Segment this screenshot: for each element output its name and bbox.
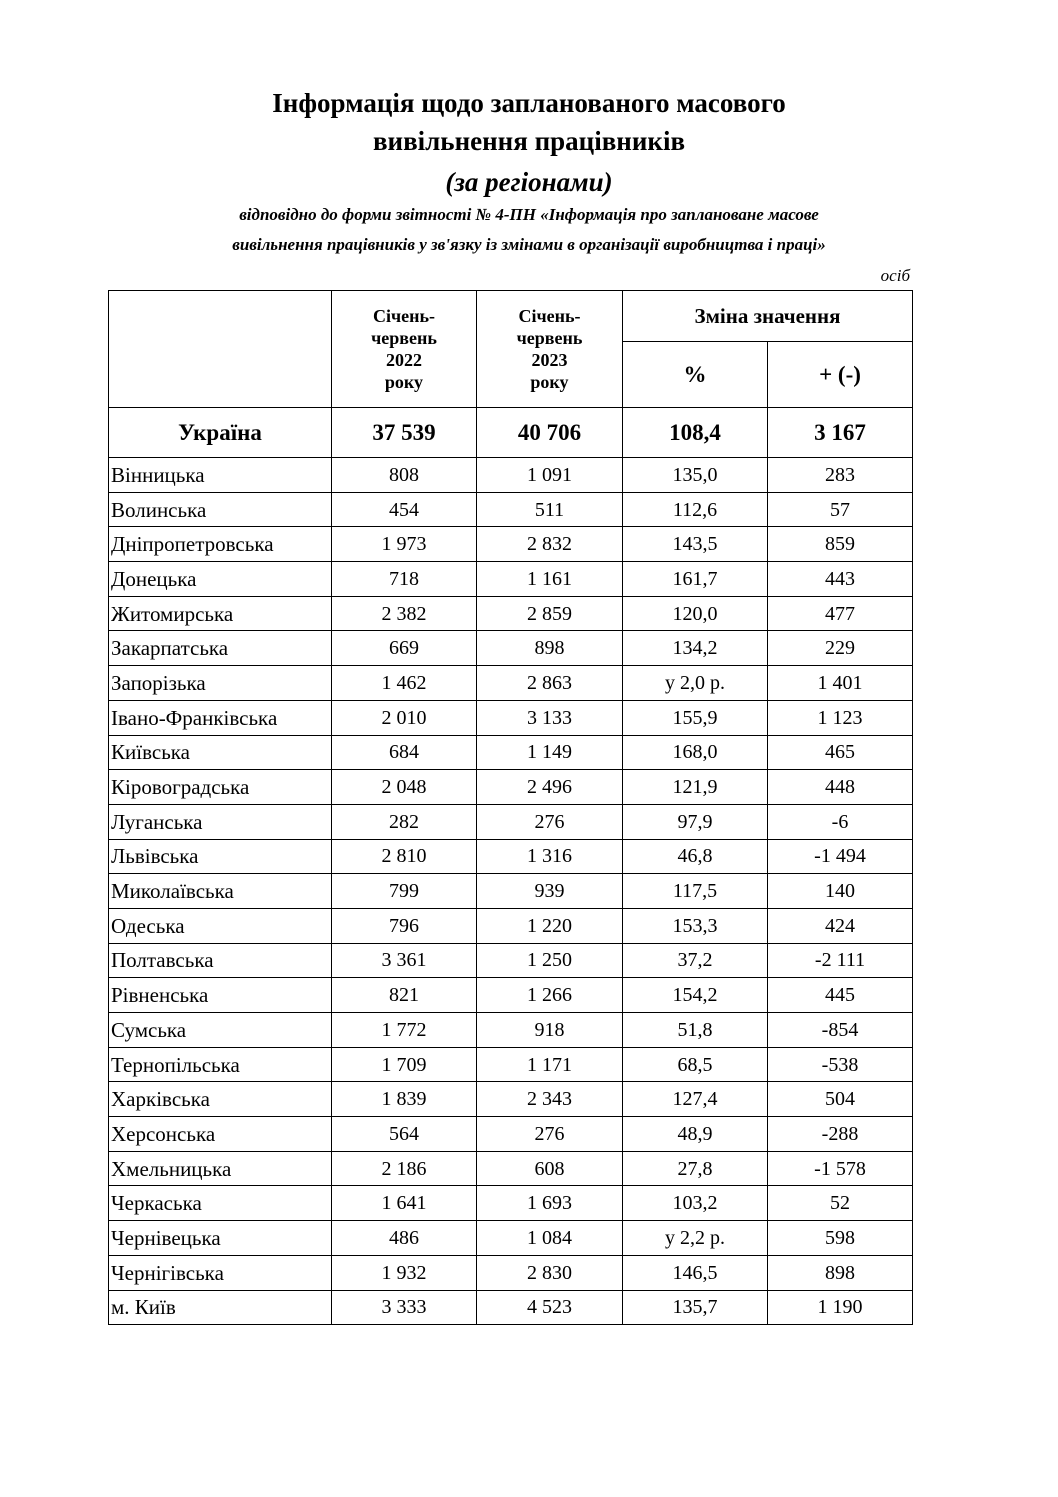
percent-cell: у 2,0 р. <box>623 666 768 701</box>
region-cell: Вінницька <box>109 458 332 493</box>
header-2023-line: червень <box>516 328 583 348</box>
region-cell: Сумська <box>109 1013 332 1048</box>
value-2022-cell: 1 709 <box>332 1047 477 1082</box>
table-row <box>109 527 913 562</box>
table-row <box>109 839 913 874</box>
value-2023-cell: 2 343 <box>477 1082 623 1117</box>
table-row <box>109 492 913 527</box>
table-row <box>109 1255 913 1290</box>
percent-cell: 153,3 <box>623 908 768 943</box>
table-row <box>109 562 913 597</box>
value-2023-cell: 1 171 <box>477 1047 623 1082</box>
percent-cell: 168,0 <box>623 735 768 770</box>
region-cell: Миколаївська <box>109 874 332 909</box>
percent-cell: 103,2 <box>623 1186 768 1221</box>
table-row <box>109 804 913 839</box>
diff-cell: 477 <box>768 596 913 631</box>
percent-cell: 155,9 <box>623 700 768 735</box>
table-row <box>109 978 913 1013</box>
percent-cell: 51,8 <box>623 1013 768 1048</box>
diff-cell: -1 578 <box>768 1151 913 1186</box>
total-percent: 108,4 <box>623 408 768 458</box>
table-row <box>109 596 913 631</box>
page-subtitle: (за регіонами) <box>445 167 613 197</box>
value-2023-cell: 2 830 <box>477 1255 623 1290</box>
value-2023-cell: 2 863 <box>477 666 623 701</box>
value-2023-cell: 1 091 <box>477 458 623 493</box>
value-2022-cell: 2 186 <box>332 1151 477 1186</box>
percent-cell: 143,5 <box>623 527 768 562</box>
region-cell: Чернівецька <box>109 1221 332 1256</box>
percent-cell: 154,2 <box>623 978 768 1013</box>
header-2022-line: Січень- <box>372 306 436 326</box>
value-2022-cell: 2 382 <box>332 596 477 631</box>
region-cell: м. Київ <box>109 1290 332 1325</box>
region-cell: Закарпатська <box>109 631 332 666</box>
region-cell: Чернігівська <box>109 1255 332 1290</box>
region-cell: Донецька <box>109 562 332 597</box>
diff-cell: 443 <box>768 562 913 597</box>
note-line: вивільнення працівників у зв'язку із змінами в організації виробництва і праці» <box>232 235 826 254</box>
percent-cell: 146,5 <box>623 1255 768 1290</box>
header-2022-line: 2022 <box>386 350 422 370</box>
percent-cell: 112,6 <box>623 492 768 527</box>
region-cell: Кіровоградська <box>109 770 332 805</box>
value-2022-cell: 3 361 <box>332 943 477 978</box>
total-2023: 40 706 <box>477 408 623 458</box>
value-2023-cell: 1 266 <box>477 978 623 1013</box>
value-2022-cell: 282 <box>332 804 477 839</box>
value-2022-cell: 1 772 <box>332 1013 477 1048</box>
header-percent: % <box>623 342 768 408</box>
table-row <box>109 735 913 770</box>
header-2023-line: Січень- <box>518 306 581 326</box>
note-line: відповідно до форми звітності № 4-ПН «Інформація про заплановане масове <box>239 205 819 224</box>
diff-cell: 448 <box>768 770 913 805</box>
percent-cell: 48,9 <box>623 1117 768 1152</box>
value-2022-cell: 808 <box>332 458 477 493</box>
table-row <box>109 1290 913 1325</box>
diff-cell: 504 <box>768 1082 913 1117</box>
table-row <box>109 666 913 701</box>
value-2023-cell: 1 250 <box>477 943 623 978</box>
value-2022-cell: 2 010 <box>332 700 477 735</box>
value-2023-cell: 1 220 <box>477 908 623 943</box>
table-row <box>109 1117 913 1152</box>
region-cell: Київська <box>109 735 332 770</box>
value-2023-cell: 511 <box>477 492 623 527</box>
value-2023-cell: 276 <box>477 804 623 839</box>
diff-cell: 465 <box>768 735 913 770</box>
region-cell: Запорізька <box>109 666 332 701</box>
value-2022-cell: 821 <box>332 978 477 1013</box>
table-row <box>109 1221 913 1256</box>
percent-cell: у 2,2 р. <box>623 1221 768 1256</box>
diff-cell: 140 <box>768 874 913 909</box>
value-2023-cell: 4 523 <box>477 1290 623 1325</box>
diff-cell: 1 190 <box>768 1290 913 1325</box>
value-2022-cell: 1 973 <box>332 527 477 562</box>
percent-cell: 37,2 <box>623 943 768 978</box>
value-2022-cell: 684 <box>332 735 477 770</box>
value-2022-cell: 564 <box>332 1117 477 1152</box>
value-2022-cell: 1 839 <box>332 1082 477 1117</box>
diff-cell: -854 <box>768 1013 913 1048</box>
value-2023-cell: 1 693 <box>477 1186 623 1221</box>
table-row <box>109 908 913 943</box>
header-2022-line: року <box>384 372 424 392</box>
title-line: вивільнення працівників <box>372 126 686 156</box>
diff-cell: -2 111 <box>768 943 913 978</box>
total-region: Україна <box>109 408 332 458</box>
table-row <box>109 1047 913 1082</box>
region-cell: Тернопільська <box>109 1047 332 1082</box>
header-region-cell <box>109 291 332 408</box>
percent-cell: 121,9 <box>623 770 768 805</box>
region-cell: Харківська <box>109 1082 332 1117</box>
value-2022-cell: 1 641 <box>332 1186 477 1221</box>
header-row <box>109 291 913 342</box>
value-2023-cell: 2 832 <box>477 527 623 562</box>
value-2023-cell: 2 496 <box>477 770 623 805</box>
percent-cell: 120,0 <box>623 596 768 631</box>
title-line: Інформація щодо запланованого масового <box>272 88 786 118</box>
value-2022-cell: 2 810 <box>332 839 477 874</box>
value-2022-cell: 486 <box>332 1221 477 1256</box>
percent-cell: 134,2 <box>623 631 768 666</box>
diff-cell: 598 <box>768 1221 913 1256</box>
diff-cell: 898 <box>768 1255 913 1290</box>
value-2022-cell: 3 333 <box>332 1290 477 1325</box>
value-2022-cell: 1 932 <box>332 1255 477 1290</box>
diff-cell: 445 <box>768 978 913 1013</box>
value-2022-cell: 2 048 <box>332 770 477 805</box>
diff-cell: 229 <box>768 631 913 666</box>
region-cell: Рівненська <box>109 978 332 1013</box>
percent-cell: 117,5 <box>623 874 768 909</box>
region-cell: Полтавська <box>109 943 332 978</box>
value-2023-cell: 898 <box>477 631 623 666</box>
value-2022-cell: 669 <box>332 631 477 666</box>
percent-cell: 46,8 <box>623 839 768 874</box>
table-row <box>109 700 913 735</box>
value-2022-cell: 718 <box>332 562 477 597</box>
header-diff: + (-) <box>768 342 913 408</box>
value-2022-cell: 1 462 <box>332 666 477 701</box>
table-row <box>109 1186 913 1221</box>
value-2023-cell: 1 084 <box>477 1221 623 1256</box>
percent-cell: 68,5 <box>623 1047 768 1082</box>
region-cell: Львівська <box>109 839 332 874</box>
region-cell: Волинська <box>109 492 332 527</box>
total-diff: 3 167 <box>768 408 913 458</box>
region-cell: Дніпропетровська <box>109 527 332 562</box>
diff-cell: -6 <box>768 804 913 839</box>
table-row <box>109 458 913 493</box>
percent-cell: 97,9 <box>623 804 768 839</box>
diff-cell: 57 <box>768 492 913 527</box>
region-cell: Херсонська <box>109 1117 332 1152</box>
value-2023-cell: 939 <box>477 874 623 909</box>
value-2023-cell: 276 <box>477 1117 623 1152</box>
table-row <box>109 874 913 909</box>
report-form-note <box>0 200 1058 260</box>
diff-cell: 283 <box>768 458 913 493</box>
table-row <box>109 943 913 978</box>
percent-cell: 161,7 <box>623 562 768 597</box>
unit-label: осіб <box>880 266 910 285</box>
table-row <box>109 1151 913 1186</box>
value-2023-cell: 2 859 <box>477 596 623 631</box>
region-cell: Хмельницька <box>109 1151 332 1186</box>
value-2022-cell: 796 <box>332 908 477 943</box>
total-2022: 37 539 <box>332 408 477 458</box>
percent-cell: 135,0 <box>623 458 768 493</box>
value-2023-cell: 608 <box>477 1151 623 1186</box>
header-2023 <box>477 291 623 408</box>
table-row <box>109 1013 913 1048</box>
value-2023-cell: 1 161 <box>477 562 623 597</box>
diff-cell: 1 401 <box>768 666 913 701</box>
diff-cell: -1 494 <box>768 839 913 874</box>
region-cell: Івано-Франківська <box>109 700 332 735</box>
value-2022-cell: 799 <box>332 874 477 909</box>
percent-cell: 27,8 <box>623 1151 768 1186</box>
header-2022 <box>332 291 477 408</box>
total-row <box>109 408 913 458</box>
percent-cell: 135,7 <box>623 1290 768 1325</box>
table-row <box>109 631 913 666</box>
diff-cell: 859 <box>768 527 913 562</box>
table-row <box>109 1082 913 1117</box>
region-cell: Луганська <box>109 804 332 839</box>
page-title <box>0 84 1058 160</box>
regions-table <box>108 290 913 1325</box>
header-2023-line: 2023 <box>531 350 568 370</box>
region-cell: Одеська <box>109 908 332 943</box>
diff-cell: 1 123 <box>768 700 913 735</box>
region-cell: Черкаська <box>109 1186 332 1221</box>
diff-cell: 424 <box>768 908 913 943</box>
table-row <box>109 770 913 805</box>
header-2023-line: року <box>530 372 569 392</box>
value-2022-cell: 454 <box>332 492 477 527</box>
value-2023-cell: 918 <box>477 1013 623 1048</box>
header-2022-line: червень <box>371 328 437 348</box>
value-2023-cell: 1 316 <box>477 839 623 874</box>
percent-cell: 127,4 <box>623 1082 768 1117</box>
diff-cell: -288 <box>768 1117 913 1152</box>
region-cell: Житомирська <box>109 596 332 631</box>
value-2023-cell: 3 133 <box>477 700 623 735</box>
diff-cell: -538 <box>768 1047 913 1082</box>
header-change: Зміна значення <box>623 291 913 342</box>
diff-cell: 52 <box>768 1186 913 1221</box>
value-2023-cell: 1 149 <box>477 735 623 770</box>
